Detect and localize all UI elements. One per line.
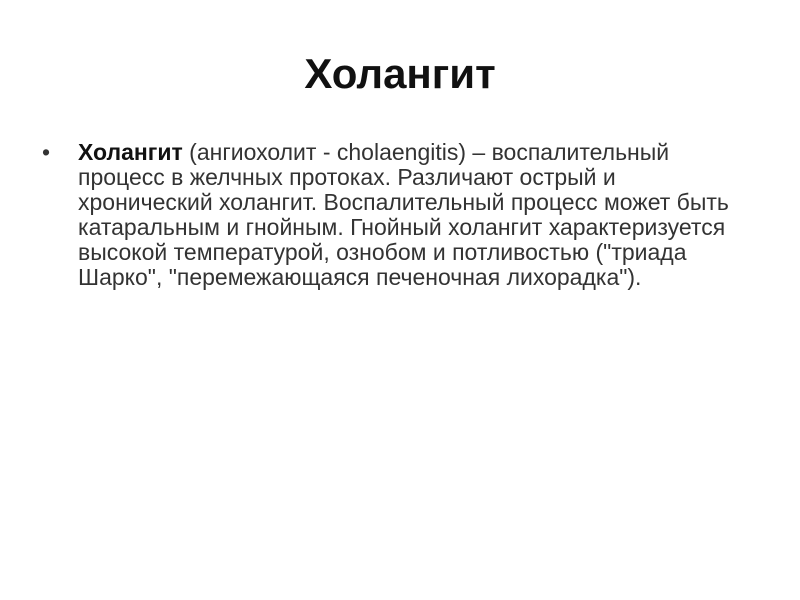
bullet-icon: • (42, 139, 51, 165)
slide-title: Холангит (304, 50, 496, 97)
list-item (40, 140, 740, 290)
definition-term: Холангит (78, 139, 183, 165)
definition-text: (ангиохолит - cholaengitis) – воспалительный процесс в желчных протоках. Различают острый и хронический холангит. Воспалительный процесс может быть катаральным и гнойным. Гнойный холангит характеризуется высокой температурой, ознобом и потливостью ("триада Шарко", "перемежающаяся печеночная лихорадка"). (78, 139, 729, 290)
bullet-list (40, 140, 740, 290)
